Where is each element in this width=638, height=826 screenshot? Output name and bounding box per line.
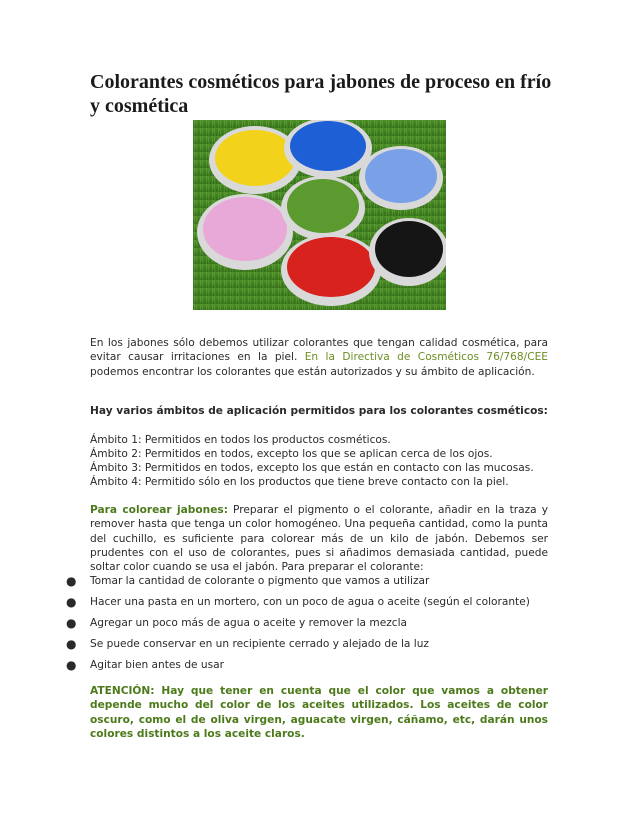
- intro-text-end: podemos encontrar los colorantes que están autorizados y su ámbito de aplicación.: [90, 365, 535, 378]
- ambito-item: Ámbito 4: Permitido sólo en los productos que tiene breve contacto con la piel.: [90, 476, 509, 488]
- list-item: ● Se puede conservar en un recipiente cerrado y alejado de la luz: [66, 637, 429, 651]
- list-item: ● Hacer una pasta en un mortero, con un poco de agua o aceite (según el colorante): [66, 595, 530, 609]
- colorant-tubs-photo: [193, 120, 446, 310]
- list-item: ● Agitar bien antes de usar: [66, 658, 225, 672]
- colorear-paragraph: [90, 503, 548, 574]
- preparation-steps-list: [66, 574, 530, 679]
- colorear-text: Preparar el pigmento o el colorante, añadir en la traza y remover hasta que tenga un color homogéneo. Una pequeña cantidad, como la punta del cuchillo, es suficiente para colorear más de un kilo de jabón. Debemos ser prudentes con el uso de colorantes, pues si añadimos demasiada cantidad, puede soltar color cuando se usa el jabón. Para preparar el colorante:: [90, 504, 549, 574]
- yellow-powder-tub: [209, 126, 301, 194]
- bullet-icon: ●: [66, 637, 77, 651]
- page-title: Colorantes cosméticos para jabones de proceso en frío y cosmética: [90, 71, 552, 117]
- blue-powder-tub: [284, 120, 372, 178]
- ambito-item: Ámbito 3: Permitidos en todos, excepto los que están en contacto con las mucosas.: [90, 462, 534, 474]
- intro-paragraph: [90, 336, 548, 379]
- list-item: ● Tomar la cantidad de colorante o pigmento que vamos a utilizar: [66, 574, 430, 588]
- ambito-item: Ámbito 1: Permitidos en todos los productos cosméticos.: [90, 434, 391, 446]
- intro-text: En los jabones sólo debemos utilizar colorantes que tengan calidad cosmética, para evitar causar irritaciones en la piel.: [90, 337, 548, 364]
- bullet-icon: ●: [66, 658, 77, 672]
- pink-powder-tub: [197, 194, 293, 270]
- bullet-icon: ●: [66, 595, 77, 609]
- ambitos-heading: Hay varios ámbitos de aplicación permitidos para los colorantes cosméticos:: [90, 405, 548, 417]
- colorear-label: Para colorear jabones:: [90, 504, 228, 516]
- ambitos-list: [90, 433, 550, 489]
- directive-link[interactable]: En la Directiva de Cosméticos 76/768/CEE: [304, 351, 548, 364]
- green-powder-tub: [281, 176, 365, 240]
- bullet-icon: ●: [66, 616, 77, 630]
- ambito-item: Ámbito 2: Permitidos en todos, excepto los que se aplican cerca de los ojos.: [90, 448, 493, 460]
- list-item: ● Agregar un poco más de agua o aceite y remover la mezcla: [66, 616, 408, 630]
- bullet-icon: ●: [66, 574, 77, 588]
- light-blue-powder-tub: [359, 146, 443, 210]
- black-powder-tub: [369, 218, 446, 286]
- red-powder-tub: [281, 234, 381, 306]
- atencion-note: ATENCIÓN: Hay que tener en cuenta que el color que vamos a obtener depende mucho del color de los aceites utilizados. Los aceites de color oscuro, como el de oliva virgen, aguacate virgen, cáñamo, etc, darán unos colores distintos a los aceite claros.: [90, 685, 548, 740]
